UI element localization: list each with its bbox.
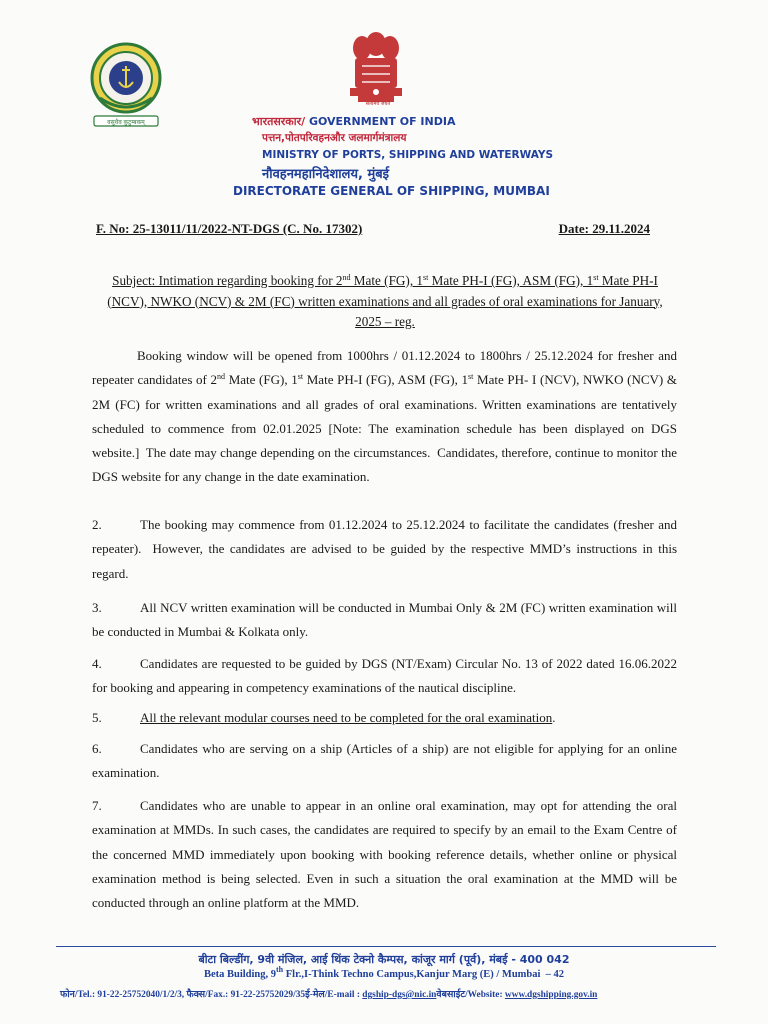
document-date: Date: 29.11.2024	[558, 221, 650, 236]
footer-website-link[interactable]: www.dgshipping.gov.in	[504, 990, 598, 1000]
paragraph-2: 2. The booking may commence from 01.12.2024 to 25.12.2024 to facilitate the candidates (fresher and repeater). However, the candidates are advised to be guided by the respective MMD’s instructions in this regard.	[92, 517, 677, 581]
paragraph-4: 4. Candidates are requested to be guided by DGS (NT/Exam) Circular No. 13 of 2022 dated 16.06.2022 for booking and appearing in competency examinations of the nautical discipline.	[92, 656, 677, 696]
emblem-motto: सत्यमेव जयते	[365, 101, 391, 107]
paragraph-3: 3. All NCV written examination will be conducted in Mumbai Only & 2M (FC) written examination will be conducted in Mumbai & Kolkata only.	[92, 600, 677, 640]
header-directorate-hindi: नौवहनमहानिदेशालय, मुंबई	[262, 167, 390, 182]
footer-divider	[56, 946, 716, 947]
file-number: F. No: 25-13011/11/2022-NT-DGS (C. No. 17302)	[96, 221, 363, 236]
footer-phone-fax: फोन/Tel.: 91-22-25752040/1/2/3, फैक्स/Fax.: 91-22-25752029/35ई-मेल/E-mail :	[60, 990, 363, 1000]
footer-email-link[interactable]: dgship-dgs@nic.in	[362, 990, 437, 1000]
header-directorate-english: DIRECTORATE GENERAL OF SHIPPING, MUMBAI	[233, 184, 550, 198]
paragraph-6: 6. Candidates who are serving on a ship (Articles of a ship) are not eligible for applying for an online examination.	[92, 741, 677, 781]
subject-text: Subject: Intimation regarding booking for 2nd Mate (FG), 1st Mate PH-I (FG), ASM (FG), 1st Mate PH-I (NCV), NWKO (NCV) & 2M (FC) written examinations and all grades of oral examinations for January, 2025 – reg.	[107, 273, 663, 329]
subject-line	[100, 271, 670, 333]
footer-contact-line	[60, 987, 597, 1000]
header-ministry-english: MINISTRY OF PORTS, SHIPPING AND WATERWAYS	[262, 149, 554, 161]
header-government-hindi: भारतसरकार/	[252, 115, 306, 128]
header-ministry-hindi: पत्तन,पोतपरिवहनऔर जलमार्गमंत्रालय	[262, 132, 407, 144]
footer-website-label: वेबसाईट/Website:	[436, 990, 505, 1000]
header-government-line	[252, 114, 455, 129]
footer-address-english: Beta Building, 9th Flr.,I-Think Techno Campus,Kanjur Marg (E) / Mumbai – 42	[203, 965, 565, 980]
national-emblem-icon	[340, 30, 412, 108]
footer-address-hindi: बीटा बिल्डींग, 9वी मंजिल, आई थिंक टेक्नो कैम्पस, कांजूर मार्ग (पूर्व), मंबई - 400 042	[198, 953, 570, 966]
paragraph-7: 7. Candidates who are unable to appear in an online oral examination, may opt for attending the oral examination at MMDs. In such cases, the candidates are required to specify by an email to the Exam Centre of the concerned MMD immediately upon booking with booking reference details, whether online or physical examination method is being selected. Even in such a situation the oral examination at the MMD will be conducted through an online platform at the MMD.	[92, 798, 677, 911]
paragraph-1: Booking window will be opened from 1000hrs / 01.12.2024 to 1800hrs / 25.12.2024 for fresher and repeater candidates of 2nd Mate (FG), 1st Mate PH-I (FG), ASM (FG), 1st Mate PH- I (NCV), NWKO (NCV) & 2M (FC) for written examinations and all grades of oral examinations. Written examinations are tentatively scheduled to commence from 02.01.2025 [Note: The examination schedule has been displayed on DGS website.] The date may change depending on the circumstances. Candidates, therefore, continue to monitor the DGS website for any change in the date examination.	[92, 348, 677, 485]
dg-shipping-logo	[86, 40, 166, 132]
svg-text:वसुधैव कुटुम्बकम्: वसुधैव कुटुम्बकम्	[107, 119, 145, 126]
paragraph-5: 5. All the relevant modular courses need to be completed for the oral examination.	[92, 710, 556, 725]
header-government-english: GOVERNMENT OF INDIA	[305, 115, 456, 128]
